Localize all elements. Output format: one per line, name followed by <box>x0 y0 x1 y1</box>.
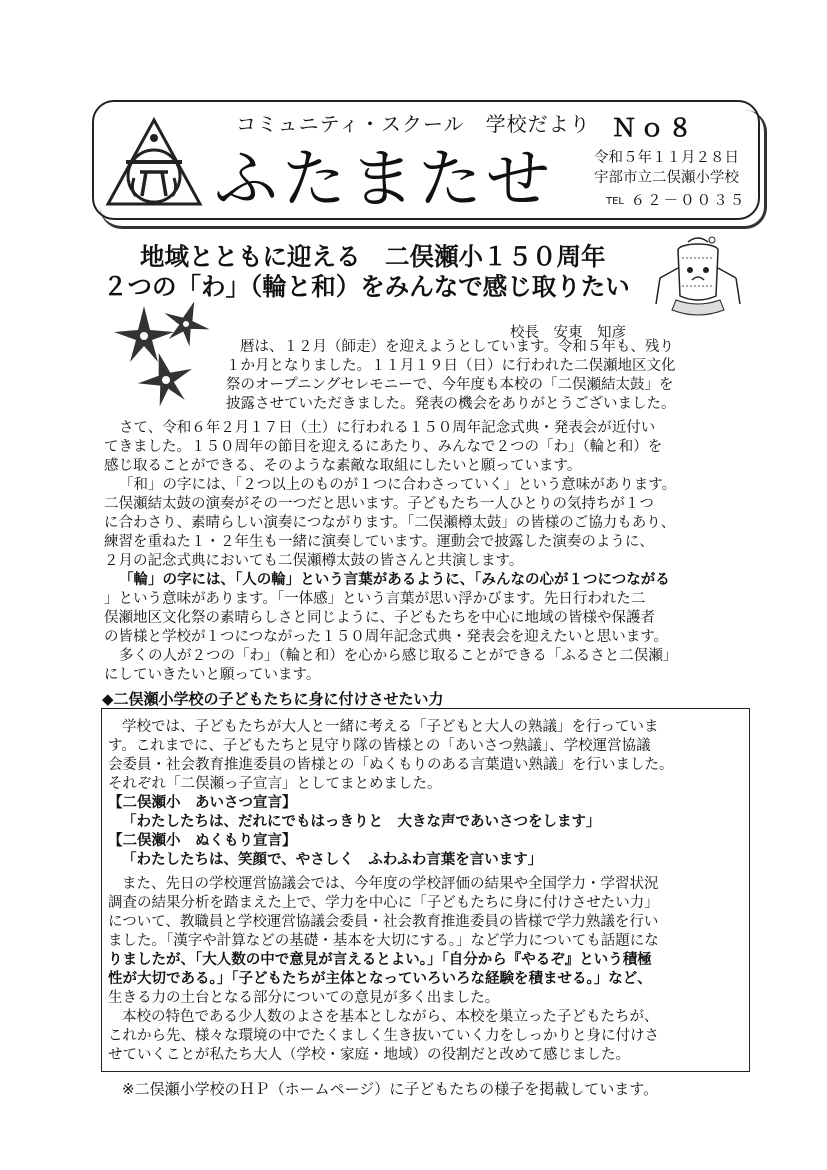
poinsettia-icon <box>102 296 220 412</box>
article-line: 感じ取ることができる、そのような素敵な取組にしたいと願っています。 <box>104 458 582 474</box>
section-line: 性が大切である。」「子どもたちが主体となっていろいろな経験を積ませる。」など、 <box>108 971 652 987</box>
tel-number: ６２－００３５ <box>630 193 747 209</box>
section-line: 本校の特色である少人数のよさを基本としながら、本校を巣立った子どもたちが、 <box>122 1009 659 1025</box>
article-line: 」という意味があります。「一体感」という言葉が思い浮かびます。先日行われた二 <box>104 591 646 607</box>
section-line: これから先、様々な環境の中でたくましく生き抜いていく力をしっかりと身に付けさ <box>108 1028 659 1044</box>
article-line: 練習を重ねた１・２年生も一緒に演奏しています。運動会で披露した演奏のように、 <box>104 534 654 550</box>
section-line: 学校では、子どもたちが大人と一緒に考える「子どもと大人の熟議」を行っていま <box>122 719 659 735</box>
article-line: 「和」の字には、「２つ以上のものが１つに合わさっていく」という意味があります。 <box>119 477 677 493</box>
section-line: す。これまでに、子どもたちと見守り隊の皆様との「あいさつ熟議」、学校運営協議 <box>108 738 651 754</box>
headline-1: 地域とともに迎える 二俣瀬小１５０周年 <box>140 242 606 271</box>
declaration-text: 「わたしたちは、笑顔で、やさしく ふわふわ言葉を言います」 <box>122 852 543 868</box>
section-line: また、先日の学校運営協議会では、今年度の学校評価の結果や全国学力・学習状況 <box>122 876 659 892</box>
article-line: １か月となりました。１１月１９日（日）に行われた二俣瀬地区文化 <box>226 358 676 374</box>
article-line: さて、令和６年２月１７日（土）に行われる１５０周年記念式典・発表会が近付い <box>119 420 656 436</box>
issue-number: Ｎｏ８ <box>612 114 696 142</box>
section-line: りましたが、「大人数の中で意見が言えるとよい。」「自分から『やるぞ』という積極 <box>108 952 652 968</box>
declaration-title: 【二俣瀬小 ぬくもり宣言】 <box>108 833 297 849</box>
article-line: 暦は、１２月（師走）を迎えようとしています。令和５年も、残り <box>240 339 674 355</box>
article-line: 祭のオープニングセレモニーで、今年度も本校の「二俣瀬結太鼓」を <box>226 377 674 393</box>
section-heading: ◆二俣瀬小学校の子どもたちに身に付けさせたい力 <box>102 690 444 708</box>
section-line: せていくことが私たち大人（学校・家庭・地域）の役割だと改めて感じました。 <box>108 1047 630 1063</box>
section-line: それぞれ「二俣瀬っ子宣言」としてまとめました。 <box>108 776 442 792</box>
article-line: てきました。１５０周年の節目を迎えるにあたり、みんなで２つの「わ」（輪と和）を <box>104 439 663 455</box>
headline-2: ２つの「わ」（輪と和）をみんなで感じ取りたい <box>103 272 630 301</box>
section-line: 調査の結果分析を踏まえた上で、学力を中心に「子どもたちに身に付けさせたい力」 <box>108 895 659 911</box>
section-line: について、教職員と学校運営協議会委員・社会教育推進委員の皆様で学力熟議を行い <box>108 914 659 930</box>
issue-date: 令和５年１１月２８日 <box>594 150 739 166</box>
school-emblem-icon <box>104 116 204 208</box>
article-line: 披露させていただきました。発表の機会をありがとうございました。 <box>226 396 676 412</box>
article-line: 「輪」の字には、「人の輪」という言葉があるように、「みんなの心が１つにつながる <box>119 572 670 588</box>
tel-label: TEL <box>606 196 624 207</box>
drum-mascot-icon <box>652 234 744 324</box>
declaration-title: 【二俣瀬小 あいさつ宣言】 <box>108 795 297 811</box>
article-line: ２月の記念式典においても二俣瀬樽太鼓の皆さんと共演します。 <box>104 553 524 569</box>
article-line: にしていきたいと願っています。 <box>104 667 321 683</box>
section-line: 生きる力の土台となる部分についての意見が多く出ました。 <box>108 990 500 1006</box>
article-line: 多くの人が２つの「わ」（輪と和）を心から感じ取ることができる「ふるさと二俣瀬」 <box>119 648 678 664</box>
footer-note: ※二俣瀬小学校のＨＰ（ホームページ）に子どもたちの様子を掲載しています。 <box>122 1080 659 1098</box>
school-name: 宇部市立二俣瀬小学校 <box>594 170 739 186</box>
newsletter-title: ふたまたせ <box>214 143 554 217</box>
section-line: ました。「漢字や計算などの基礎・基本を大切にする。」など学力についても話題にな <box>108 933 659 949</box>
article-line: の皆様と学校が１つにつながった１５０周年記念式典・発表会を迎えたいと思います。 <box>104 629 669 645</box>
newsletter-subtitle: コミュニティ・スクール 学校だより <box>236 112 591 136</box>
article-line: に合わさり、素晴らしい演奏につながります。「二俣瀬樽太鼓」の皆様のご協力もあり、 <box>104 515 676 531</box>
telephone <box>606 189 746 210</box>
declaration-text: 「わたしたちは、だれにでもはっきりと 大きな声であいさつをします」 <box>122 814 601 830</box>
article-line: 二俣瀬結太鼓の演奏がその一つだと思います。子どもたち一人ひとりの気持ちが１つ <box>104 496 654 512</box>
article-line: 俣瀬地区文化祭の素晴らしさと同じように、子どもたちを中心に地域の皆様や保護者 <box>104 610 655 626</box>
author-byline: 校長 安東 知彦 <box>510 325 626 341</box>
section-line: 会委員・社会教育推進委員の皆様との「ぬくもりのある言葉遣い熟議」を行いました。 <box>108 757 674 773</box>
